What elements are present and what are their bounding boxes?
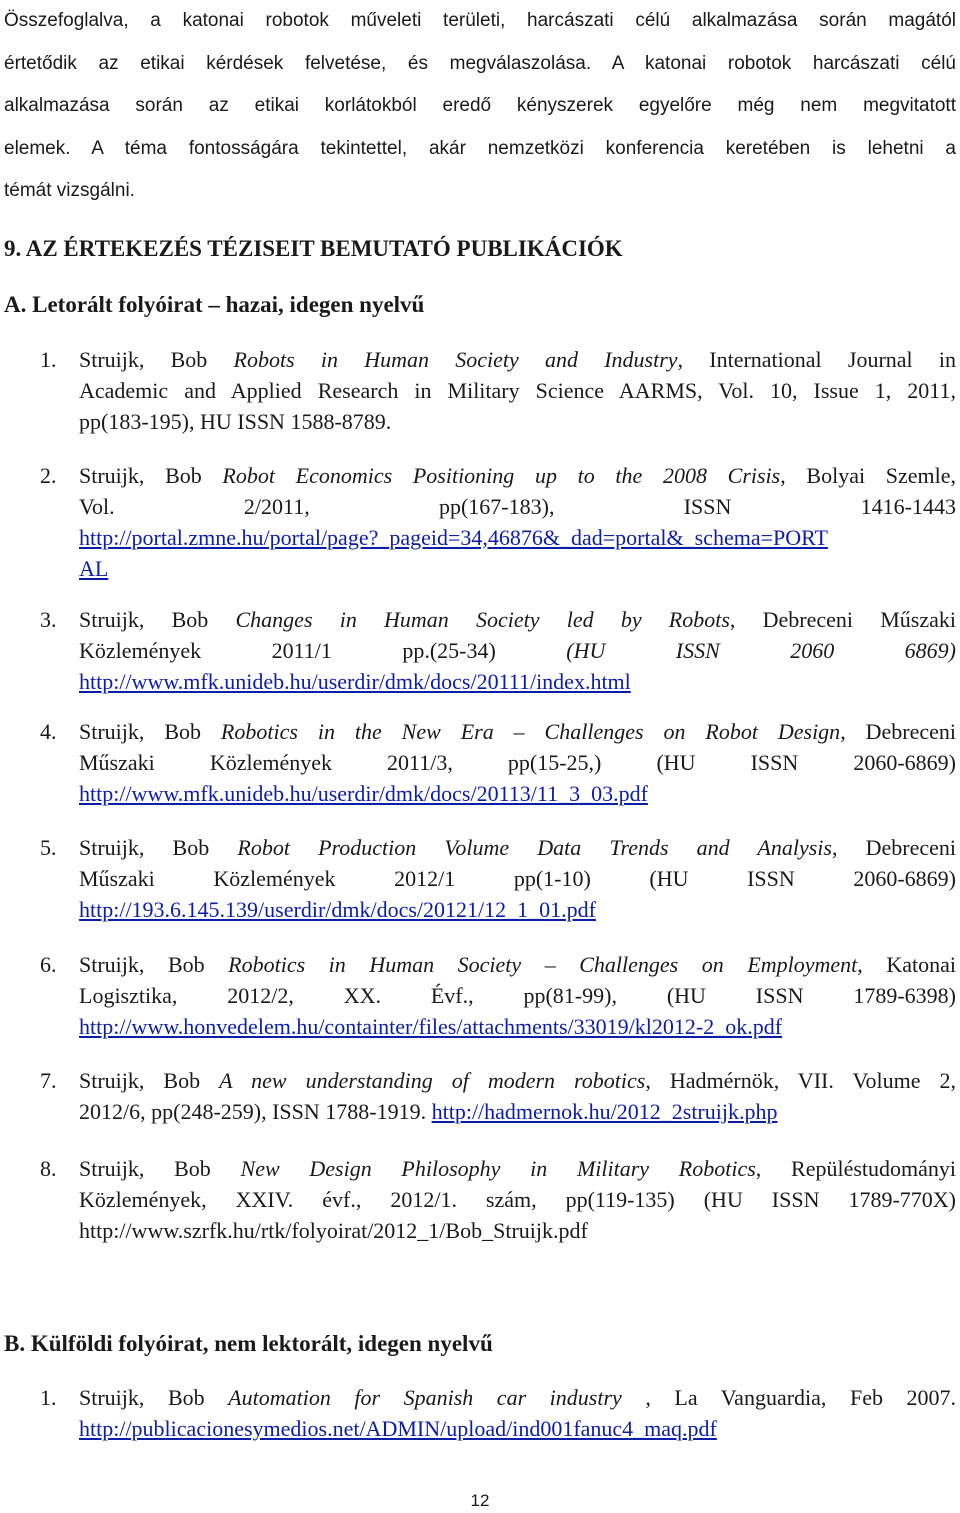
reference-line: [79, 1065, 956, 1096]
reference-body: [79, 344, 956, 437]
reference-text: Struijk, Bob: [79, 1156, 241, 1181]
reference-number: 6.: [40, 952, 57, 977]
reference-link[interactable]: http://hadmernok.hu/2012_2struijk.php: [431, 1099, 778, 1124]
reference-text: Struijk, Bob: [79, 347, 234, 372]
article-title: Changes in Human Society led by Robots: [235, 607, 730, 632]
reference-line: [79, 375, 956, 406]
reference-text: Műszaki Közlemények 2011/3, pp(15-25,) (HU ISSN 2060-6869): [79, 750, 956, 775]
reference-text: , Repüléstudományi: [755, 1156, 956, 1181]
reference-line: [79, 980, 956, 1011]
reference-link[interactable]: http://publicacionesymedios.net/ADMIN/upload/ind001fanuc4_maq.pdf: [79, 1416, 717, 1441]
reference-body: [79, 832, 956, 925]
reference-text: , La Vanguardia, Feb 2007.: [645, 1385, 957, 1410]
reference-text: , Debreceni: [840, 719, 956, 744]
reference-line: [79, 863, 956, 894]
reference-text: , Bolyai Szemle,: [780, 463, 956, 488]
section-a-heading: A. Letorált folyóirat – hazai, idegen nyelvű: [4, 292, 425, 317]
reference-link[interactable]: http://www.mfk.unideb.hu/userdir/dmk/docs/20113/11_3_03.pdf: [79, 781, 648, 806]
intro-line: alkalmazása során az etikai korlátokból eredő kényszerek egyelőre még nem megvitatott: [4, 95, 956, 116]
reference-link[interactable]: http://www.honvedelem.hu/containter/files/attachments/33019/kl2012-2_ok.pdf: [79, 1014, 783, 1039]
intro-paragraph: [4, 0, 956, 213]
reference-line: [79, 1382, 956, 1413]
article-title: Robotics in Human Society – Challenges on Employment: [228, 952, 858, 977]
reference-line: [79, 635, 956, 666]
reference-link[interactable]: http://www.mfk.unideb.hu/userdir/dmk/docs/20111/index.html: [79, 669, 631, 694]
article-title: (HU ISSN 2060 6869): [566, 638, 956, 663]
article-title: New Design Philosophy in Military Robotics: [240, 1156, 756, 1181]
intro-line: elemek. A téma fontosságára tekintettel, akár nemzetközi konferencia keretében is lehetni a: [4, 137, 956, 159]
reference-line: [79, 1153, 956, 1184]
reference-text: Struijk, Bob: [79, 463, 223, 488]
reference-line: [79, 491, 956, 522]
reference-text: , International Journal in: [677, 347, 956, 372]
reference-text: pp(183-195), HU ISSN 1588-8789.: [79, 409, 392, 434]
reference-line: [79, 1011, 956, 1042]
reference-line: [79, 1413, 956, 1444]
reference-line: [79, 832, 956, 863]
page-number: 12: [470, 1491, 490, 1510]
reference-line: [79, 553, 956, 584]
reference-text: 2012/6, pp(248-259), ISSN 1788-1919.: [79, 1099, 432, 1124]
reference-text: Struijk, Bob: [79, 607, 236, 632]
intro-line: témát vizsgálni.: [4, 180, 135, 201]
reference-body: [79, 716, 956, 809]
reference-body: [79, 949, 956, 1042]
reference-line: [79, 1184, 956, 1215]
reference-text: Struijk, Bob: [79, 1068, 220, 1093]
reference-number: 3.: [40, 607, 57, 632]
reference-line: [79, 406, 956, 437]
reference-line: [79, 778, 956, 809]
section-9-heading: 9. AZ ÉRTEKEZÉS TÉZISEIT BEMUTATÓ PUBLIKÁCIÓK: [4, 236, 623, 261]
reference-link[interactable]: AL: [79, 556, 109, 581]
reference-text: , Hadmérnök, VII. Volume 2,: [645, 1068, 957, 1093]
article-title: Robotics in the New Era – Challenges on Robot Design: [220, 719, 841, 744]
intro-line: értetődik az etikai kérdések felvetése, és megválaszolása. A katonai robotok harcászati célú: [4, 52, 956, 74]
reference-text: Vol. 2/2011, pp(167-183), ISSN 1416-1443: [79, 494, 956, 519]
reference-text: , Debreceni: [831, 835, 957, 860]
reference-number: 2.: [40, 463, 57, 488]
article-title: A new understanding of modern robotics: [219, 1068, 646, 1093]
article-title: Robot Production Volume Data Trends and Analysis: [237, 835, 832, 860]
reference-body: [79, 460, 956, 584]
article-title: Automation for Spanish car industry: [228, 1385, 646, 1410]
reference-line: [79, 1215, 956, 1246]
reference-number: 1.: [40, 1385, 57, 1410]
reference-number: 7.: [40, 1068, 57, 1093]
reference-line: [79, 604, 956, 635]
reference-body: [79, 604, 956, 697]
reference-text: Struijk, Bob: [79, 835, 238, 860]
reference-line: [79, 1096, 956, 1127]
reference-body: [79, 1153, 956, 1246]
section-b-heading: B. Külföldi folyóirat, nem lektorált, idegen nyelvű: [4, 1331, 493, 1356]
reference-line: [79, 460, 956, 491]
reference-link[interactable]: http://193.6.145.139/userdir/dmk/docs/20121/12_1_01.pdf: [79, 897, 596, 922]
reference-line: [79, 522, 956, 553]
reference-number: 5.: [40, 835, 57, 860]
article-title: Robots in Human Society and Industry: [233, 347, 678, 372]
reference-number: 4.: [40, 719, 57, 744]
reference-text: , Katonai: [857, 952, 956, 977]
reference-text: http://www.szrfk.hu/rtk/folyoirat/2012_1/Bob_Struijk.pdf: [79, 1218, 588, 1243]
reference-text: , Debreceni Műszaki: [729, 607, 956, 632]
reference-body: [79, 1065, 956, 1127]
reference-text: Struijk, Bob: [79, 719, 221, 744]
reference-text: Logisztika, 2012/2, XX. Évf., pp(81-99), (HU ISSN 1789-6398): [79, 983, 956, 1008]
intro-line: Összefoglalva, a katonai robotok műveleti területi, harcászati célú alkalmazása során magától: [4, 10, 956, 31]
reference-line: [79, 949, 956, 980]
reference-text: Közlemények, XXIV. évf., 2012/1. szám, pp(119-135) (HU ISSN 1789-770X): [79, 1187, 956, 1212]
reference-text: Struijk, Bob: [79, 1385, 229, 1410]
reference-body: [79, 1382, 956, 1444]
reference-text: Műszaki Közlemények 2012/1 pp(1-10) (HU ISSN 2060-6869): [79, 866, 956, 891]
reference-number: 8.: [40, 1156, 57, 1181]
reference-line: [79, 894, 956, 925]
reference-line: [79, 716, 956, 747]
reference-text: Academic and Applied Research in Military Science AARMS, Vol. 10, Issue 1, 2011,: [79, 378, 956, 403]
reference-line: [79, 666, 956, 697]
reference-link[interactable]: http://portal.zmne.hu/portal/page?_pageid=34,46876&_dad=portal&_schema=PORT: [79, 525, 828, 550]
reference-text: Struijk, Bob: [79, 952, 229, 977]
reference-line: [79, 747, 956, 778]
article-title: Robot Economics Positioning up to the 2008 Crisis: [222, 463, 781, 488]
reference-text: Közlemények 2011/1 pp.(25-34): [79, 638, 567, 663]
reference-line: [79, 344, 956, 375]
reference-number: 1.: [40, 347, 57, 372]
